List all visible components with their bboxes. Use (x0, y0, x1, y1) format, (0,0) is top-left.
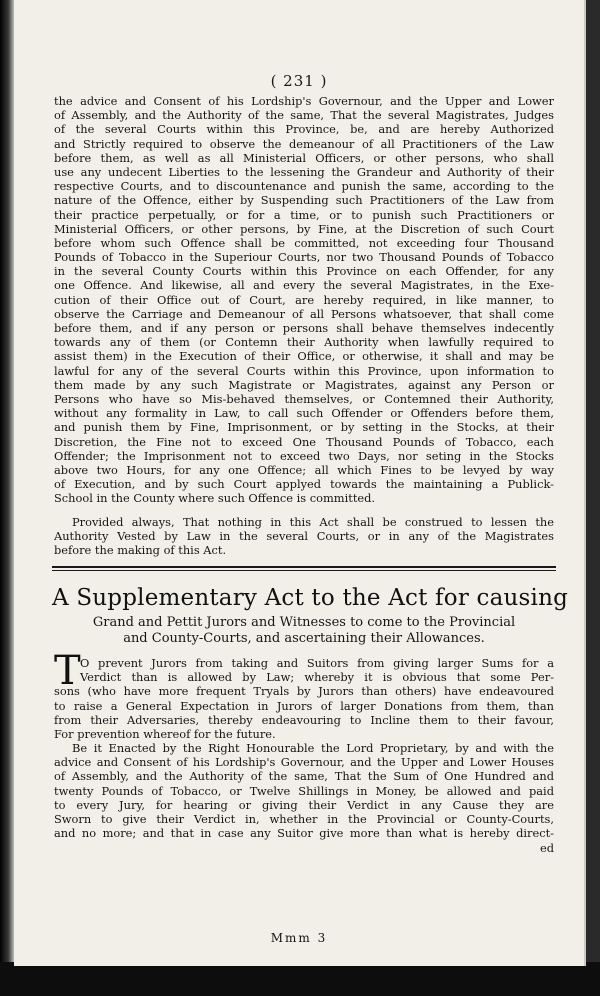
body-text-line: one Offence. And likewise, all and every the several Magistrates, in the Exe- (54, 278, 554, 293)
body-text-line: of Assembly, and the Authority of the same, That the several Magistrates, Judges (54, 108, 554, 123)
body-text-line: the advice and Consent of his Lordship's Governour, and the Upper and Lower (54, 94, 554, 108)
section-divider-rule (52, 566, 556, 568)
body-text-line: before them, and if any person or persons shall behave themselves indecently (54, 321, 554, 335)
enacting-line: and no more; and that in case any Suitor give more than what is hereby direct- (54, 826, 554, 841)
body-text-line: Pounds of Tobacco in the Superiour Courts, nor two Thousand Pounds of Tobacco (54, 250, 554, 265)
preamble-line: sons (who have more frequent Tryals by Jurors than others) have endeavoured (54, 684, 554, 699)
binding-edge (0, 0, 14, 996)
act-subtitle-line: and County-Courts, and ascertaining their Allowances. (123, 631, 485, 646)
enacting-line: of Assembly, and the Authority of the same, That the Sum of One Hundred and (54, 769, 554, 784)
body-text-line: use any undecent Liberties to the lessening the Grandeur and Authority of their (54, 164, 554, 179)
scan-bottom-margin (0, 962, 600, 996)
body-text-line: before them, as well as all Ministerial Officers, or other persons, who shall (54, 150, 554, 165)
printer-signature-mark: Mmm 3 (270, 931, 328, 945)
act-title: A Supplementary Act to the Act for causing (52, 585, 569, 611)
body-text-line: towards any of them (or Contemn their Authority when lawfully required to (54, 335, 554, 350)
enacting-line: advice and Consent of his Lordship's Governour, and the Upper and Lower Houses (54, 755, 554, 770)
paper-page (14, 0, 586, 966)
section-divider-rule-thin (52, 570, 556, 571)
body-text-line: observe the Carriage and Demeanour of all Persons whatsoever, that shall come (54, 306, 554, 321)
page-number: ( 231 ) (270, 72, 328, 90)
body-text-line: School in the County where such Offence is committed. (54, 491, 376, 506)
body-text-line: Persons who have so Mis-behaved themselves, or Contemned their Authority, (54, 391, 554, 406)
body-text-line: Ministerial Officers, or other persons, by Fine, at the Discretion of such Court (54, 221, 554, 236)
body-text-line: in the several County Courts within this Province on each Offender, for any (54, 264, 554, 279)
preamble-line: O prevent Jurors from taking and Suitors from giving larger Sums for a (80, 656, 554, 670)
body-text-line: and punish them by Fine, Imprisonment, or by setting in the Stocks, at their (54, 420, 554, 435)
enacting-clause (54, 741, 554, 840)
body-text-line: before whom such Offence shall be committed, not exceeding four Thousand (54, 235, 554, 250)
body-text-line: lawful for any of the several Courts within this Province, upon information to (54, 363, 554, 378)
body-text-line: nature of the Offence, either by Suspending such Practitioners of the Law from (54, 193, 554, 208)
body-text-line: without any formality in Law, to call such Offender or Offenders before them, (54, 406, 554, 421)
catchword: ed (539, 841, 554, 855)
body-text-line: respective Courts, and to discountenance and punish the same, according to the (54, 179, 554, 194)
proviso-paragraph (54, 515, 554, 558)
preceding-act-body (54, 94, 554, 505)
body-text-line: and Strictly required to observe the demeanour of all Practitioners of the Law (54, 136, 554, 151)
body-text-line: their practice perpetually, or for a time, or to punish such Practitioners or (54, 207, 554, 222)
body-text-line: them made by any such Magistrate or Magistrates, against any Person or (54, 377, 554, 392)
proviso-line: before the making of this Act. (54, 543, 227, 558)
body-text-line: cution of their Office out of Court, are hereby required, in like manner, to (54, 292, 554, 307)
body-text-line: Discretion, the Fine not to exceed One Thousand Pounds of Tobacco, each (54, 434, 554, 449)
body-text-line: Offender; the Imprisonment not to exceed two Days, nor seting in the Stocks (54, 448, 554, 463)
body-text-line: above two Hours, for any one Offence; all which Fines to be levyed by way (54, 462, 554, 477)
body-text-line: of Execution, and by such Court applyed towards the maintaining a Publick- (54, 477, 554, 492)
proviso-line: Authority Vested by Law in the several Courts, or in any of the Magistrates (54, 529, 554, 544)
body-text-line: assist them) in the Execution of their Office, or otherwise, it shall and may be (54, 349, 554, 364)
preamble-line: from their Adversaries, thereby endeavouring to Incline them to their favour, (54, 712, 554, 727)
body-text-line: of the several Courts within this Province, be, and are hereby Authorized (54, 122, 554, 137)
drop-cap-initial: T (54, 648, 81, 694)
preamble-line: Verdict than is allowed by Law; whereby it is obvious that some Per- (80, 670, 554, 685)
enacting-line: to every Jury, for hearing or giving their Verdict in any Cause they are (54, 797, 554, 812)
enacting-line: Sworn to give their Verdict in, whether in the Provincial or County-Courts, (54, 811, 554, 826)
preamble-paragraph (54, 656, 554, 741)
enacting-line: Be it Enacted by the Right Honourable the Lord Proprietary, by and with the (72, 741, 554, 755)
act-subtitle-line: Grand and Pettit Jurors and Witnesses to come to the Provincial (92, 615, 516, 630)
proviso-line: Provided always, That nothing in this Act shall be construed to lessen the (72, 515, 554, 529)
enacting-line: twenty Pounds of Tobacco, or Twelve Shillings in Money, be allowed and paid (54, 783, 554, 798)
preamble-line: For prevention whereof for the future. (54, 726, 276, 741)
preamble-line: to raise a General Expectation in Jurors of larger Donations from them, than (54, 698, 554, 713)
